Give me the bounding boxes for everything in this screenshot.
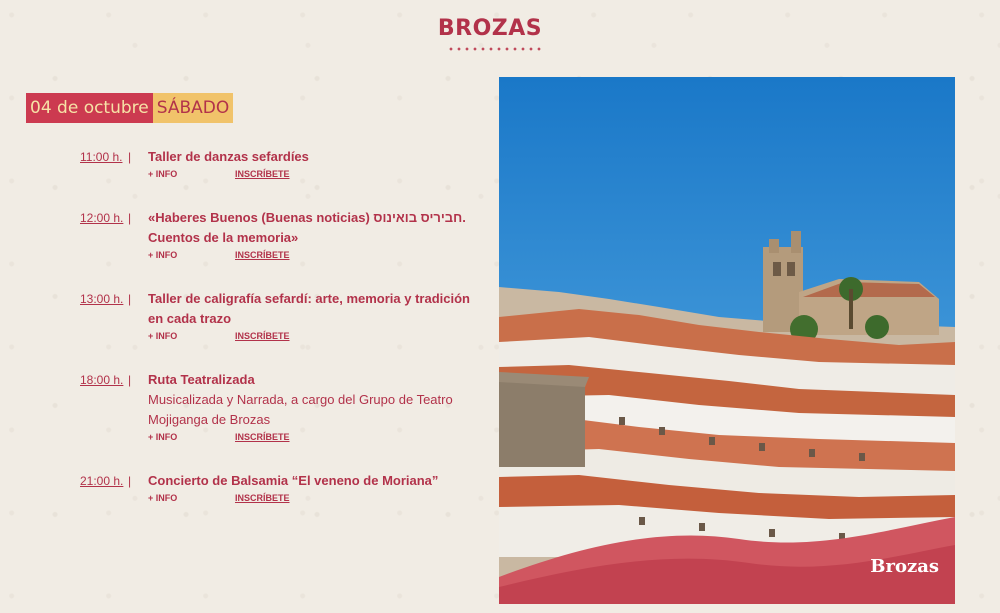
- event-time-link[interactable]: 13:00 h.: [80, 292, 124, 306]
- event-links: [148, 169, 483, 183]
- event-time-link[interactable]: 21:00 h.: [80, 474, 124, 488]
- event-time-link[interactable]: 12:00 h.: [80, 211, 124, 225]
- event-title: Taller de danzas sefardíes: [148, 149, 309, 164]
- event-time-link[interactable]: 11:00 h.: [80, 150, 123, 164]
- register-link[interactable]: INSCRÍBETE: [235, 331, 290, 341]
- event-body: [148, 150, 483, 183]
- event-body: [148, 211, 483, 264]
- register-link[interactable]: INSCRÍBETE: [235, 169, 290, 179]
- event-body: [148, 474, 483, 507]
- title-dotted-divider: [447, 47, 541, 51]
- event-title: «Haberes Buenos (Buenas noticias) חביריס בואינוס. Cuentos de la memoria»: [148, 210, 466, 245]
- more-info-link[interactable]: + INFO: [148, 432, 178, 442]
- day-label: SÁBADO: [153, 93, 234, 123]
- more-info-link[interactable]: + INFO: [148, 331, 178, 341]
- town-photo: [499, 77, 955, 604]
- register-link[interactable]: INSCRÍBETE: [235, 493, 290, 503]
- more-info-link[interactable]: + INFO: [148, 493, 178, 503]
- time-separator: |: [128, 292, 132, 306]
- photo-caption: Brozas: [870, 556, 939, 577]
- event-body: [148, 292, 483, 345]
- page-title: BROZAS: [437, 16, 543, 41]
- more-info-link[interactable]: + INFO: [148, 169, 178, 179]
- event-time-link[interactable]: 18:00 h.: [80, 373, 124, 387]
- time-separator: |: [128, 150, 132, 164]
- more-info-link[interactable]: + INFO: [148, 250, 178, 260]
- time-separator: |: [128, 373, 132, 387]
- date-label: 04 de octubre: [26, 93, 153, 123]
- time-separator: |: [128, 211, 132, 225]
- event-description: Musicalizada y Narrada, a cargo del Grupo de Teatro Mojiganga de Brozas: [148, 392, 453, 427]
- town-illustration: [499, 77, 955, 604]
- time-separator: |: [128, 474, 132, 488]
- event-links: [148, 493, 483, 507]
- event-links: [148, 331, 483, 345]
- event-links: [148, 432, 483, 446]
- event-title: Concierto de Balsamia “El veneno de Moriana”: [148, 473, 439, 488]
- date-header: [26, 93, 233, 123]
- register-link[interactable]: INSCRÍBETE: [235, 432, 290, 442]
- event-links: [148, 250, 483, 264]
- register-link[interactable]: INSCRÍBETE: [235, 250, 290, 260]
- event-title: Ruta Teatralizada: [148, 372, 255, 387]
- event-body: [148, 373, 483, 446]
- event-title: Taller de caligrafía sefardí: arte, memoria y tradición en cada trazo: [148, 291, 470, 326]
